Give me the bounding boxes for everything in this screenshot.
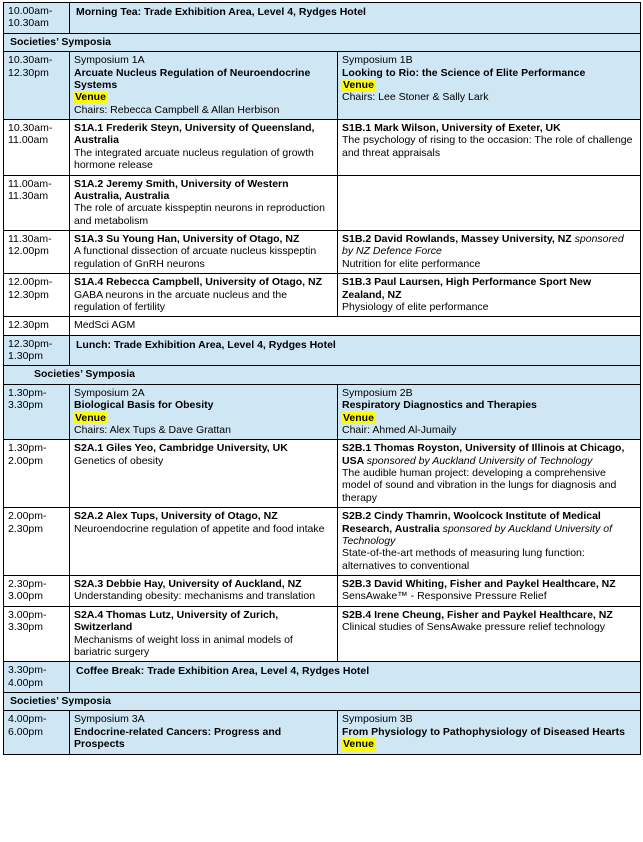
time-cell [4,3,70,34]
session-cell [70,606,338,662]
symposium-code: Symposium 2B [342,386,413,399]
table-row [4,3,641,34]
symposium-chairs: Chairs: Alex Tups & Dave Grattan [74,423,231,436]
talk-title: A functional dissection of arcuate nucleus kisspeptin regulation of GnRH neurons [74,245,317,270]
time-line-1: 10.30am- [8,54,53,67]
venue-badge: Venue [343,78,374,91]
speaker-line: S1B.3 Paul Laursen, High Performance Sport New Zealand, NZ [342,276,592,301]
time-cell [4,274,70,317]
session-cell [338,120,641,176]
time-cell [4,711,70,754]
venue-badge: Venue [75,91,106,104]
speaker-line: S2B.1 Thomas Royston, University of Illinois at Chicago, USA [342,442,625,467]
symposium-title: Endocrine-related Cancers: Progress and Prospects [74,725,282,751]
session-cell [338,606,641,662]
time-cell [4,120,70,176]
time-cell [4,384,70,440]
session-cell [338,576,641,607]
time-line-1: 2.00pm- [8,510,47,523]
session-cell [70,231,338,274]
session-cell [338,440,641,508]
table-row [4,274,641,317]
table-row [4,440,641,508]
symposium-code: Symposium 1B [342,54,413,67]
societies-symposia-heading-3: Societies’ Symposia [4,693,641,711]
session-cell [338,231,641,274]
talk-title: Physiology of elite performance [342,300,489,313]
speaker-line: S2B.4 Irene Cheung, Fisher and Paykel Healthcare, NZ [342,608,613,621]
symposium-code: Symposium 3A [74,713,145,726]
time-cell [4,576,70,607]
time-line-2: 1.30pm [8,350,44,362]
table-row [4,335,641,366]
table-row [4,711,641,754]
symposium-code: Symposium 2A [74,386,145,399]
time-line-1: 12.30pm- [8,337,53,350]
societies-symposia-heading-1: Societies’ Symposia [4,33,641,51]
speaker-line: S2B.2 Cindy Thamrin, Woolcock Institute of Medical Research, Australia [342,510,601,535]
speaker-line: S2A.2 Alex Tups, University of Otago, NZ [74,510,278,523]
table-row [4,175,641,231]
talk-title: State-of-the-art methods of measuring lung function: alternatives to conventional [342,547,585,572]
table-row [4,366,641,384]
table-row [4,384,641,440]
table-row [4,693,641,711]
speaker-line: S1B.2 David Rowlands, Massey University, NZ [342,233,575,245]
time-line-2: 2.30pm [8,522,44,535]
table-row [4,33,641,51]
time-line-1: 12.30pm [8,319,49,332]
time-line-1: 11.30am- [8,233,52,245]
table-row [4,231,641,274]
symposium-title: Respiratory Diagnostics and Therapies [342,399,537,412]
talk-title: Neuroendocrine regulation of appetite and food intake [74,522,325,535]
table-row [4,662,641,693]
time-cell [4,317,70,335]
symposium-code: Symposium 3B [342,713,413,726]
schedule-table [3,2,641,755]
agm-cell: MedSci AGM [70,317,641,335]
symposium-title: From Physiology to Pathophysiology of Diseased Hearts [342,725,625,738]
time-line-1: 3.30pm- [8,664,47,677]
talk-title: Genetics of obesity [74,454,164,467]
table-row [4,606,641,662]
symposium-title: Arcuate Nucleus Regulation of Neuroendocrine Systems [74,66,311,91]
talk-title: Nutrition for elite performance [342,257,481,270]
session-cell [70,274,338,317]
time-line-2: 3.30pm [8,399,44,412]
speaker-line: S1A.3 Su Young Han, University of Otago, NZ [74,233,300,245]
time-cell [4,231,70,274]
time-cell [4,440,70,508]
session-cell-empty [338,175,641,231]
symposium-2a-cell [70,384,338,440]
break-banner-lunch: Lunch: Trade Exhibition Area, Level 4, Rydges Hotel [70,335,641,366]
speaker-line: S2A.3 Debbie Hay, University of Auckland, NZ [74,578,302,590]
sponsor-line: sponsored by Auckland University of Technology [342,522,613,547]
symposium-3a-cell [70,711,338,754]
symposium-code: Symposium 1A [74,54,145,67]
time-line-1: 1.30pm- [8,386,47,399]
speaker-line: S2A.4 Thomas Lutz, University of Zurich, Switzerland [74,608,279,634]
time-line-2: 11.00am [8,134,49,147]
symposium-3b-cell [338,711,641,754]
time-line-1: 12.00pm- [8,276,53,289]
time-line-1: 10.00am- [8,5,53,17]
symposium-1a-cell [70,52,338,120]
break-banner-coffee: Coffee Break: Trade Exhibition Area, Level 4, Rydges Hotel [70,662,641,693]
time-cell [4,606,70,662]
speaker-line: S1A.4 Rebecca Campbell, University of Otago, NZ [74,276,322,289]
time-cell [4,508,70,576]
speaker-line: S2A.1 Giles Yeo, Cambridge University, UK [74,442,288,455]
session-cell [70,175,338,231]
time-line-1: 2.30pm- [8,578,47,590]
time-line-2: 3.30pm [8,621,44,634]
talk-title: Mechanisms of weight loss in animal models of bariatric surgery [74,633,293,658]
time-line-2: 10.30am [8,17,49,30]
time-line-2: 4.00pm [8,676,44,689]
break-banner-morning-tea: Morning Tea: Trade Exhibition Area, Level 4, Rydges Hotel [70,3,641,34]
time-cell [4,175,70,231]
societies-symposia-heading-2: Societies’ Symposia [4,366,641,384]
talk-title: Clinical studies of SensAwake pressure relief technology [342,621,606,634]
time-line-2: 6.00pm [8,725,44,738]
time-line-2: 12.00pm [8,245,49,258]
time-line-2: 3.00pm [8,590,44,603]
table-row [4,52,641,120]
time-cell [4,662,70,693]
talk-title: Understanding obesity: mechanisms and translation [74,590,316,603]
time-line-2: 12.30pm [8,288,49,301]
symposium-title: Looking to Rio: the Science of Elite Performance [342,66,586,79]
symposium-title: Biological Basis for Obesity [74,399,214,412]
sponsor-line: sponsored by NZ Defence Force [342,233,624,258]
sponsor-line: sponsored by Auckland University of Technology [366,454,593,467]
table-row [4,576,641,607]
symposium-chairs: Chairs: Lee Stoner & Sally Lark [342,91,489,104]
venue-badge: Venue [343,411,374,424]
talk-title: SensAwake™ - Responsive Pressure Relief [342,590,547,603]
time-line-1: 11.00am- [8,177,52,190]
speaker-line: S2B.3 David Whiting, Fisher and Paykel Healthcare, NZ [342,578,616,590]
talk-title: The role of arcuate kisspeptin neurons in reproduction and metabolism [74,202,325,227]
talk-title: The integrated arcuate nucleus regulation of growth hormone release [74,146,314,172]
time-line-1: 10.30am- [8,122,53,134]
table-row [4,120,641,176]
symposium-chairs: Chairs: Rebecca Campbell & Allan Herbison [74,103,280,116]
time-cell [4,335,70,366]
talk-title: The audible human project: developing a comprehensive model of sound and vibration in the lungs for diagnosis and therapy [342,467,617,504]
table-row [4,508,641,576]
speaker-line: S1A.2 Jeremy Smith, University of Western Australia, Australia [74,177,289,202]
symposium-1b-cell [338,52,641,120]
table-row [4,317,641,335]
symposium-chairs: Chair: Ahmed Al-Jumaily [342,423,457,436]
speaker-line: S1A.1 Frederik Steyn, University of Queensland, Australia [74,122,315,147]
time-cell [4,52,70,120]
session-cell [70,576,338,607]
session-cell [70,508,338,576]
session-cell [338,274,641,317]
speaker-line: S1B.1 Mark Wilson, University of Exeter, UK [342,122,561,134]
time-line-2: 11.30am [8,189,49,202]
time-line-1: 1.30pm- [8,442,47,455]
session-cell [70,120,338,176]
session-cell [70,440,338,508]
time-line-2: 12.30pm [8,66,49,79]
time-line-1: 3.00pm- [8,608,47,621]
symposium-2b-cell [338,384,641,440]
venue-badge: Venue [343,738,374,751]
talk-title: GABA neurons in the arcuate nucleus and the regulation of fertility [74,288,288,313]
session-cell [338,508,641,576]
time-line-1: 4.00pm- [8,713,47,726]
talk-title: The psychology of rising to the occasion: The role of challenge and threat appraisals [342,134,633,159]
venue-badge: Venue [75,411,106,424]
time-line-2: 2.00pm [8,454,44,467]
